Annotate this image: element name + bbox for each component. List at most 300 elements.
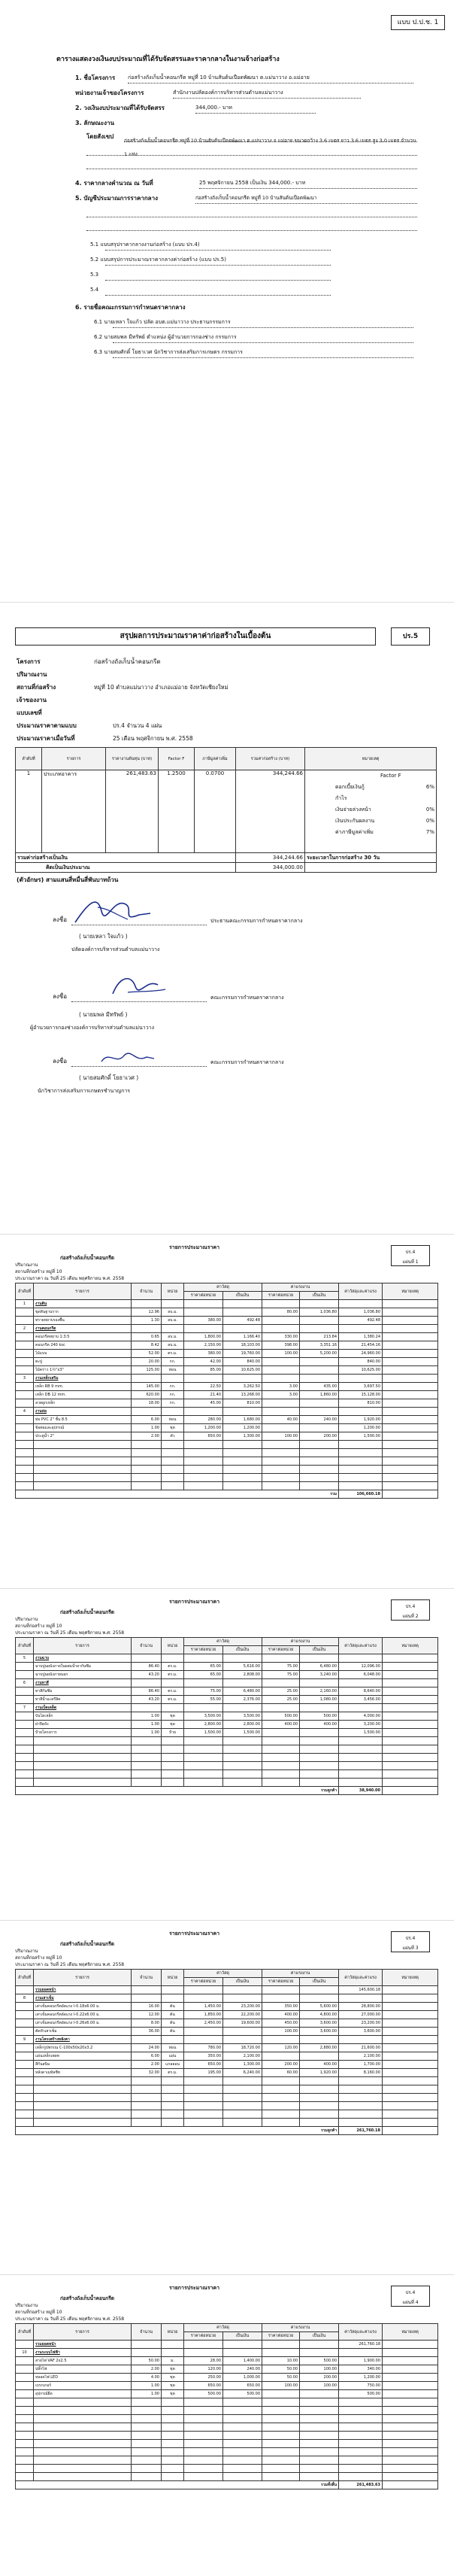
table-cell xyxy=(34,1754,132,1762)
table-cell xyxy=(383,1696,438,1704)
table-cell xyxy=(184,2473,223,2481)
table-cell: 22.50 xyxy=(184,1383,223,1391)
factor-note-guarantee xyxy=(335,816,434,827)
table-cell: 3,500.00 xyxy=(223,1712,262,1721)
table-cell: 100.00 xyxy=(300,2365,339,2374)
table-cell: 5 xyxy=(16,1654,34,1663)
bom-col-note: หมายเหตุ xyxy=(383,1283,438,1300)
table-cell xyxy=(132,2085,162,2094)
table-cell xyxy=(184,1441,223,1449)
table-cell xyxy=(184,1779,223,1787)
table-cell xyxy=(300,2052,339,2061)
table-cell: หลังคาเมทัลชีท xyxy=(34,2069,132,2077)
table-cell xyxy=(223,2407,262,2415)
table-cell: 4.00 xyxy=(132,2374,162,2382)
table-cell xyxy=(223,2110,262,2119)
table-cell: ทรายหยาบรองพื้น xyxy=(34,1317,132,1325)
sign-2-name: ( นายมพล มีทรัพย์ ) xyxy=(79,1011,128,1018)
table-cell xyxy=(223,1441,262,1449)
table-cell: 75.00 xyxy=(262,1663,300,1671)
sign-2-label: ลงชื่อ xyxy=(53,993,68,1000)
table-row-empty xyxy=(16,1474,438,1482)
table-cell: 650.00 xyxy=(223,2382,262,2390)
table-cell: 1,850.00 xyxy=(184,2011,223,2019)
factor-note-heading: Factor F xyxy=(380,773,401,779)
table-cell: 810.00 xyxy=(339,1399,383,1408)
table-cell xyxy=(223,1994,262,2003)
bom-title: รายการประมาณราคา xyxy=(169,1599,220,1605)
table-row-empty xyxy=(16,1737,438,1745)
table-cell xyxy=(262,1704,300,1712)
bom-total-label: รวมลูกค้า xyxy=(16,1787,339,1795)
table-cell xyxy=(339,1325,383,1333)
table-cell xyxy=(162,1754,184,1762)
rounded-label: คิดเป็นเงินประมาณ xyxy=(16,863,236,873)
table-cell xyxy=(339,1449,383,1457)
bom-col-no: ลำดับที่ xyxy=(16,1638,34,1654)
table-cell: ต้น xyxy=(162,2003,184,2011)
table-cell xyxy=(383,2044,438,2052)
table-cell xyxy=(300,1654,339,1663)
table-cell xyxy=(300,2349,339,2357)
table-cell xyxy=(132,2077,162,2085)
committee-member-2: 6.2 นายสมพล มีทรัพย์ ตำแหน่ง ผู้อำนวยการกองช่าง กรรมการ xyxy=(94,334,237,340)
table-row xyxy=(16,1671,438,1679)
table-cell: 10,625.00 xyxy=(339,1366,383,1375)
table-cell xyxy=(34,1449,132,1457)
table-cell xyxy=(383,1474,438,1482)
table-cell: 8 xyxy=(16,1994,34,2003)
table-cell xyxy=(184,2465,223,2473)
bom-col-unit: หน่วย xyxy=(162,1283,184,1300)
table-cell xyxy=(162,1474,184,1482)
table-cell xyxy=(223,1466,262,1474)
table-cell xyxy=(16,1721,34,1729)
table-cell xyxy=(339,2036,383,2044)
bom-group-material: ค่าวัสดุ xyxy=(184,2324,262,2332)
table-cell xyxy=(184,2423,223,2432)
table-cell xyxy=(34,1466,132,1474)
table-row-empty xyxy=(16,1482,438,1490)
table-cell xyxy=(16,2390,34,2398)
bom-subcol-4: ราคาต่อหน่วย xyxy=(184,1292,223,1300)
bom-subcol-7: เป็นเงิน xyxy=(300,1292,339,1300)
table-cell: 65.00 xyxy=(184,1671,223,1679)
bom-qty-label: ปริมาณงาน xyxy=(15,2303,38,2308)
table-cell xyxy=(184,2119,223,2127)
table-cell xyxy=(223,1704,262,1712)
table-cell: ตร.ม. xyxy=(162,1350,184,1358)
table-row xyxy=(16,2341,438,2349)
table-row-empty xyxy=(16,1449,438,1457)
table-cell: 195.00 xyxy=(184,2069,223,2077)
table-cell: 4 xyxy=(16,1408,34,1416)
table-cell xyxy=(262,2432,300,2440)
table-cell: งานดิน xyxy=(34,1300,132,1308)
table-cell: 24.00 xyxy=(132,2044,162,2052)
table-cell: ขุดดินฐานราก xyxy=(34,1308,132,1317)
table-cell: 36.00 xyxy=(132,2028,162,2036)
table-cell xyxy=(132,1325,162,1333)
table-cell xyxy=(383,2456,438,2465)
table-cell: 86.40 xyxy=(132,1687,162,1696)
table-cell: 3,351.16 xyxy=(300,1341,339,1350)
table-cell: 1,000.00 xyxy=(223,2374,262,2382)
item-4-value: 25 พฤศจิกายน 2558 เป็นเงิน 344,000.- บาท xyxy=(199,180,306,186)
table-cell xyxy=(383,2390,438,2398)
table-cell: 7 xyxy=(16,1704,34,1712)
table-cell xyxy=(223,2415,262,2423)
table-cell xyxy=(262,2465,300,2473)
table-cell xyxy=(262,2052,300,2061)
table-cell: 6.00 xyxy=(132,2052,162,2061)
table-cell xyxy=(223,2077,262,2085)
table-cell: 3,600.00 xyxy=(300,2019,339,2028)
table-cell xyxy=(223,2028,262,2036)
table-cell: 650.00 xyxy=(184,2061,223,2069)
table-cell: 2,800.00 xyxy=(223,1721,262,1729)
table-cell: ประตูน้ำ 2" xyxy=(34,1432,132,1441)
table-cell: ทาสีกันซึม xyxy=(34,1687,132,1696)
bom-title: รายการประมาณราคา xyxy=(169,1244,220,1250)
table-row xyxy=(16,1341,438,1350)
row-total: 344,244.66 xyxy=(236,770,305,853)
table-cell: 4,000.00 xyxy=(339,1712,383,1721)
table-cell xyxy=(162,1737,184,1745)
budget-line-4: 5.4 xyxy=(90,287,99,293)
table-cell: 50.00 xyxy=(262,2374,300,2382)
table-cell xyxy=(162,2349,184,2357)
table-cell xyxy=(184,2028,223,2036)
table-cell: 1.00 xyxy=(132,2390,162,2398)
table-cell: 85.00 xyxy=(184,1366,223,1375)
table-cell xyxy=(262,1457,300,1466)
table-cell xyxy=(184,1325,223,1333)
table-cell xyxy=(223,1654,262,1663)
table-cell xyxy=(162,2398,184,2407)
bom-subcol-7: เป็นเงิน xyxy=(300,1978,339,1986)
sign-1-label: ลงชื่อ xyxy=(53,916,68,923)
table-row-empty xyxy=(16,2085,438,2094)
bom-project: ก่อสร้างถังเก็บน้ำคอนกรีต xyxy=(60,1941,114,1947)
table-cell: ไม้แบบ xyxy=(34,1350,132,1358)
table-cell: 500.00 xyxy=(300,2357,339,2365)
summary-form-code: ปร.5 xyxy=(402,633,419,640)
table-cell xyxy=(184,1300,223,1308)
table-cell xyxy=(162,2456,184,2465)
table-cell xyxy=(162,1300,184,1308)
table-cell xyxy=(184,2077,223,2085)
bom-col-note: หมายเหตุ xyxy=(383,2324,438,2341)
table-cell: อุปกรณ์ยึด xyxy=(34,2390,132,2398)
factor-note-value: 0% xyxy=(425,807,434,813)
table-cell: 340.00 xyxy=(339,2365,383,2374)
table-cell: 3,600.00 xyxy=(300,2028,339,2036)
col-note: หมายเหตุ xyxy=(305,748,437,770)
table-cell xyxy=(223,2432,262,2440)
table-cell xyxy=(16,2382,34,2390)
table-cell xyxy=(339,2456,383,2465)
table-cell: งานฉาบ xyxy=(34,1654,132,1663)
table-cell xyxy=(132,2423,162,2432)
table-cell: งานระบบไฟฟ้า xyxy=(34,2349,132,2357)
table-cell xyxy=(383,1300,438,1308)
table-cell: กก. xyxy=(162,1358,184,1366)
table-cell xyxy=(132,1375,162,1383)
page-2-summary-pr5 xyxy=(0,603,454,1234)
table-cell xyxy=(184,1994,223,2003)
amount-in-words: (ตัวอักษร) สามแสนสี่หมื่นสี่พันบาทถ้วน xyxy=(17,876,119,883)
table-cell xyxy=(262,1754,300,1762)
table-cell: 380.00 xyxy=(184,1350,223,1358)
table-cell xyxy=(339,2465,383,2473)
table-cell xyxy=(16,2085,34,2094)
field-date-value: 25 เดือน พฤศจิกายน พ.ศ. 2558 xyxy=(113,735,193,742)
table-cell: 2,450.00 xyxy=(184,2019,223,2028)
table-cell xyxy=(34,2440,132,2448)
table-cell xyxy=(162,1441,184,1449)
table-row xyxy=(16,2390,438,2398)
table-cell: 80.00 xyxy=(262,1308,300,1317)
table-cell: 23,200.00 xyxy=(223,2003,262,2011)
table-cell xyxy=(339,2398,383,2407)
table-cell xyxy=(300,2398,339,2407)
table-cell: 32.00 xyxy=(132,2069,162,2077)
bom-col-unit: หน่วย xyxy=(162,1970,184,1986)
bom-form-badge xyxy=(391,2286,430,2307)
table-cell xyxy=(34,1770,132,1779)
table-cell xyxy=(339,1474,383,1482)
table-cell xyxy=(300,2036,339,2044)
table-cell xyxy=(383,1341,438,1350)
table-row xyxy=(16,1383,438,1391)
table-cell xyxy=(339,1737,383,1745)
table-cell xyxy=(16,1383,34,1391)
item-1-value: ก่อสร้างถังเก็บน้ำคอนกรีต หมู่ที่ 10 บ้านสันต้นเปือดพัฒนา ต.แม่นาวาง อ.แม่อาย xyxy=(128,74,310,80)
table-cell xyxy=(223,1457,262,1466)
table-cell xyxy=(34,2415,132,2423)
table-cell: ตร.ม. xyxy=(162,1696,184,1704)
table-row-empty xyxy=(16,2440,438,2448)
factor-note-label: ค่าภาษีมูลค่าเพิ่ม xyxy=(335,829,374,835)
table-cell xyxy=(16,2440,34,2448)
table-cell: 21.40 xyxy=(184,1391,223,1399)
table-cell xyxy=(16,2102,34,2110)
table-cell: หลอดไฟ LED xyxy=(34,2374,132,2382)
table-cell xyxy=(383,2382,438,2390)
table-cell xyxy=(223,2398,262,2407)
table-cell xyxy=(34,2432,132,2440)
table-cell xyxy=(162,2448,184,2456)
factor-note-label: เงินประกันผลงาน xyxy=(335,818,375,824)
table-cell: 12.00 xyxy=(132,2011,162,2019)
table-cell xyxy=(132,1441,162,1449)
bom-table xyxy=(15,1637,438,1795)
table-cell xyxy=(300,2456,339,2465)
table-cell xyxy=(184,1482,223,1490)
table-cell xyxy=(16,2044,34,2052)
table-cell: ชุด xyxy=(162,1424,184,1432)
rounded-value: 344,000.00 xyxy=(236,863,305,873)
table-cell xyxy=(300,2341,339,2349)
table-cell xyxy=(184,2440,223,2448)
table-cell xyxy=(383,2481,438,2489)
table-cell: 100.00 xyxy=(262,2382,300,2390)
table-cell: 1,500.00 xyxy=(339,1432,383,1441)
factor-note-value: 7% xyxy=(425,829,434,835)
table-row-empty xyxy=(16,1457,438,1466)
item-desc-label: โดยสังเขป xyxy=(86,133,114,140)
table-cell xyxy=(300,2085,339,2094)
table-cell xyxy=(383,2357,438,2365)
table-cell xyxy=(223,1737,262,1745)
table-cell xyxy=(184,2415,223,2423)
table-cell xyxy=(383,1986,438,1994)
table-cell: ต้น xyxy=(162,2019,184,2028)
table-cell: 1,166.40 xyxy=(223,1333,262,1341)
table-cell xyxy=(16,1986,34,1994)
table-cell xyxy=(383,2407,438,2415)
table-cell xyxy=(383,2085,438,2094)
bom-total-value: 261,760.18 xyxy=(339,2127,383,2135)
bom-table xyxy=(15,1969,438,2135)
table-cell: ท่อน xyxy=(162,2044,184,2052)
table-cell xyxy=(162,1457,184,1466)
table-cell xyxy=(132,1654,162,1663)
table-cell: 6,480.00 xyxy=(223,1687,262,1696)
table-cell: 450.00 xyxy=(262,2019,300,2028)
table-cell xyxy=(262,1375,300,1383)
table-cell xyxy=(16,1745,34,1754)
table-cell xyxy=(184,1654,223,1663)
table-cell: 100.00 xyxy=(262,2028,300,2036)
table-cell: บันไดเหล็ก xyxy=(34,1712,132,1721)
table-cell: 213.84 xyxy=(300,1333,339,1341)
bom-group-labour: ค่าแรงงาน xyxy=(262,1638,339,1646)
sign-3-title: นักวิชาการส่งเสริมการเกษตรชำนาญการ xyxy=(38,1088,131,1094)
table-cell: 1.00 xyxy=(132,1712,162,1721)
table-cell xyxy=(16,2341,34,2349)
summary-title-box xyxy=(15,627,376,646)
table-cell xyxy=(383,1424,438,1432)
bom-total-value: 261,483.63 xyxy=(339,2481,383,2489)
table-cell xyxy=(300,1762,339,1770)
table-cell xyxy=(339,2119,383,2127)
table-cell xyxy=(34,1745,132,1754)
table-cell: 10.00 xyxy=(262,2357,300,2365)
table-cell xyxy=(162,2085,184,2094)
bom-form-badge xyxy=(391,1599,430,1621)
table-row xyxy=(16,1391,438,1399)
table-cell xyxy=(223,1300,262,1308)
bom-subcol-5: เป็นเงิน xyxy=(223,1292,262,1300)
table-total-row xyxy=(16,1490,438,1499)
table-cell: 240.00 xyxy=(300,1416,339,1424)
table-row-empty xyxy=(16,2398,438,2407)
table-cell: 23,200.00 xyxy=(339,2019,383,2028)
table-cell xyxy=(339,1770,383,1779)
table-cell xyxy=(162,1704,184,1712)
table-cell: 400.00 xyxy=(300,1721,339,1729)
row-item: ประเภทอาคาร xyxy=(42,770,106,853)
table-cell: 2 xyxy=(16,1325,34,1333)
table-cell xyxy=(162,2341,184,2349)
bom-subcol-6: ราคาต่อหน่วย xyxy=(262,2332,300,2341)
table-cell: แผ่น xyxy=(162,2052,184,2061)
table-cell xyxy=(16,2019,34,2028)
table-cell xyxy=(339,1762,383,1770)
bom-table xyxy=(15,1283,438,1499)
table-cell xyxy=(16,1441,34,1449)
bom-col-item: รายการ xyxy=(34,1638,132,1654)
table-cell: งานโครงสร้างหลังคา xyxy=(34,2036,132,2044)
table-row xyxy=(16,1696,438,1704)
table-cell: 1.00 xyxy=(132,1721,162,1729)
table-cell xyxy=(16,2069,34,2077)
sign-1-name: ( นายเหลา ใจแก้ว ) xyxy=(79,933,128,940)
form-code-badge xyxy=(391,15,445,30)
table-cell xyxy=(383,2036,438,2044)
table-cell xyxy=(132,2440,162,2448)
table-cell xyxy=(300,1449,339,1457)
table-row-empty xyxy=(16,2102,438,2110)
bom-col-unit: หน่วย xyxy=(162,2324,184,2341)
table-cell xyxy=(262,1424,300,1432)
bom-group-labour: ค่าแรงงาน xyxy=(262,1283,339,1292)
bom-form-code: ปร.4 xyxy=(405,2290,416,2295)
table-cell: 8,160.00 xyxy=(339,2069,383,2077)
table-cell xyxy=(339,2077,383,2085)
table-cell: 435.00 xyxy=(300,1383,339,1391)
table-cell xyxy=(184,1704,223,1712)
table-cell xyxy=(162,1770,184,1779)
table-cell xyxy=(16,1729,34,1737)
table-cell xyxy=(132,2341,162,2349)
table-row xyxy=(16,2374,438,2382)
field-qty-label: ปริมาณงาน xyxy=(17,671,47,678)
table-cell xyxy=(132,2432,162,2440)
table-cell xyxy=(16,1696,34,1704)
table-cell xyxy=(132,1770,162,1779)
col-item: รายการ xyxy=(42,748,106,770)
table-cell xyxy=(132,2398,162,2407)
table-cell xyxy=(132,1474,162,1482)
table-cell xyxy=(383,1375,438,1383)
table-cell xyxy=(383,2061,438,2069)
table-row-empty xyxy=(16,1466,438,1474)
table-cell xyxy=(162,2465,184,2473)
table-cell: 120.00 xyxy=(184,2365,223,2374)
table-cell xyxy=(383,1408,438,1416)
table-cell xyxy=(132,1986,162,1994)
table-cell xyxy=(383,1391,438,1399)
table-cell: 1,500.00 xyxy=(223,1729,262,1737)
table-row xyxy=(16,1416,438,1424)
table-cell xyxy=(339,1441,383,1449)
table-cell: 3,600.00 xyxy=(339,2028,383,2036)
page-4-bom xyxy=(0,1589,454,1920)
table-cell xyxy=(184,1762,223,1770)
table-cell xyxy=(262,1366,300,1375)
table-cell xyxy=(184,1449,223,1457)
table-cell xyxy=(383,2028,438,2036)
table-row xyxy=(16,1375,438,1383)
table-cell: 60.00 xyxy=(262,2069,300,2077)
summary-form-code-box xyxy=(391,627,430,646)
table-cell xyxy=(383,1704,438,1712)
table-cell xyxy=(184,2407,223,2415)
table-cell xyxy=(383,1325,438,1333)
